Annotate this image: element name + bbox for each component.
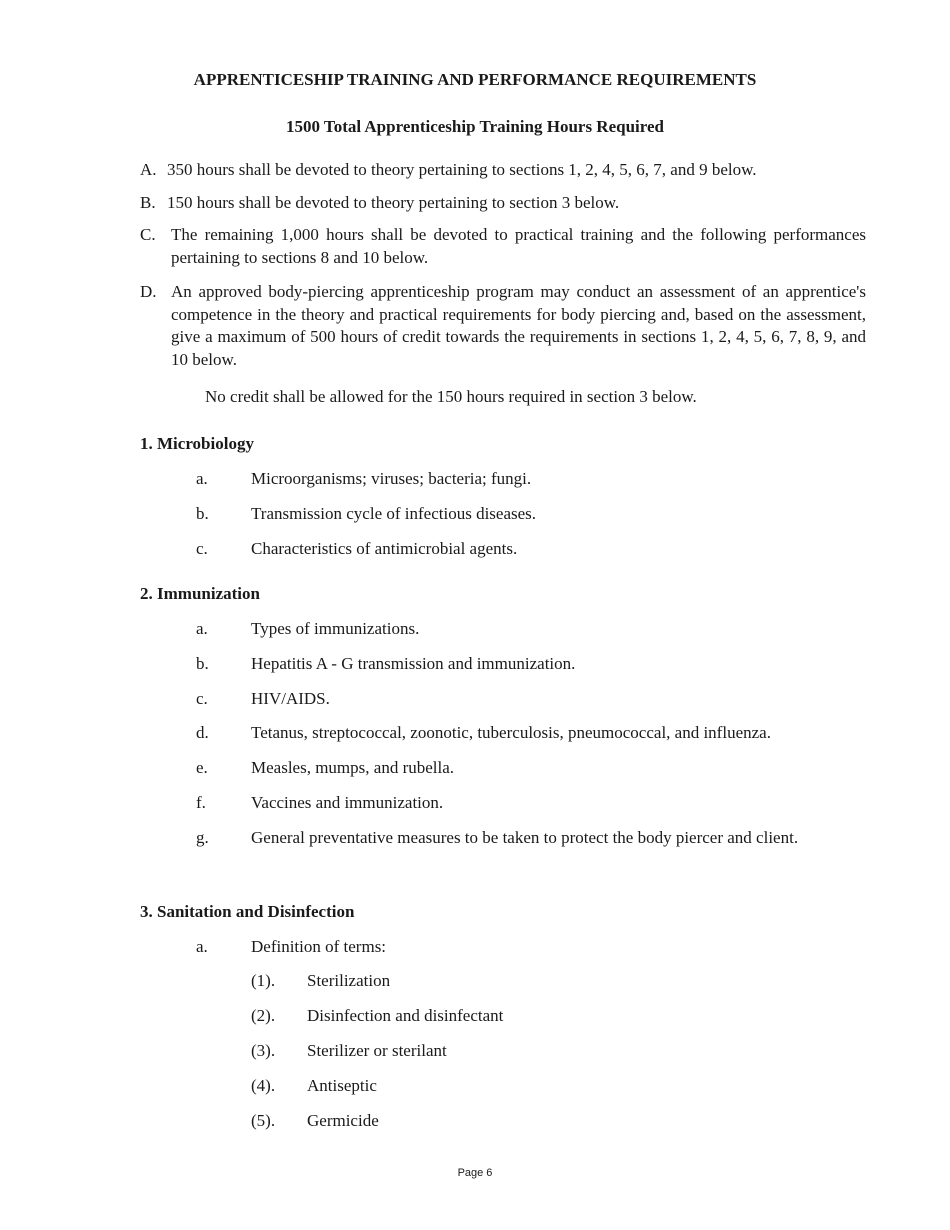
sub-list-item-marker: (4). [251, 1076, 276, 1095]
list-item-marker: e. [196, 758, 208, 777]
list-item-text: Characteristics of antimicrobial agents. [251, 539, 518, 558]
sub-list-item-marker: (3). [251, 1041, 276, 1060]
list-item-marker: c. [196, 539, 208, 558]
page-subtitle: 1500 Total Apprenticeship Training Hours Required [285, 117, 665, 136]
list-item-marker: b. [196, 504, 209, 523]
requirement-c [140, 224, 866, 269]
requirement-letter: D. [140, 282, 157, 301]
requirement-a [140, 159, 866, 182]
sub-list-item-text: Sterilizer or sterilant [307, 1041, 447, 1060]
list-item-text: General preventative measures to be taken to protect the body piercer and client. [251, 828, 799, 847]
requirement-text: 150 hours shall be devoted to theory pertaining to section 3 below. [167, 193, 620, 212]
list-item-text: Definition of terms: [251, 937, 387, 956]
requirement-d [140, 281, 866, 371]
sub-list-item-text: Germicide [307, 1111, 379, 1130]
list-item-marker: f. [196, 793, 206, 812]
list-item-text: HIV/AIDS. [251, 689, 330, 708]
requirement-letter: B. [140, 193, 156, 212]
page-number: Page 6 [457, 1167, 493, 1179]
list-item-marker: d. [196, 723, 209, 742]
list-item-marker: a. [196, 469, 208, 488]
list-item-text: Hepatitis A - G transmission and immunization. [251, 654, 576, 673]
list-item-text: Types of immunizations. [251, 619, 420, 638]
sub-list-item-marker: (5). [251, 1111, 276, 1130]
sub-list-item-text: Disinfection and disinfectant [307, 1006, 504, 1025]
list-item-marker: a. [196, 619, 208, 638]
sub-list-item-marker: (1). [251, 971, 276, 990]
list-item-marker: a. [196, 937, 208, 956]
requirement-text: An approved body-piercing apprenticeship program may conduct an assessment of an apprentice's competence in the theory and practical requirements for body piercing and, based on the assessment, give a maximum of 500 hours of credit towards the requirements in sections 1, 2, 4, 5, 6, 7, 8, 9, and 10 below. [171, 282, 866, 369]
list-item-text: Transmission cycle of infectious diseases. [251, 504, 537, 523]
credit-note: No credit shall be allowed for the 150 hours required in section 3 below. [205, 387, 697, 406]
requirement-text: The remaining 1,000 hours shall be devoted to practical training and the following performances pertaining to sections 8 and 10 below. [171, 225, 866, 267]
sub-list-item-text: Sterilization [307, 971, 391, 990]
requirement-letter: A. [140, 160, 157, 179]
page-title: APPRENTICESHIP TRAINING AND PERFORMANCE REQUIREMENTS [193, 70, 757, 89]
list-item-marker: c. [196, 689, 208, 708]
sub-list-item-text: Antiseptic [307, 1076, 377, 1095]
list-item-marker: b. [196, 654, 209, 673]
section-heading: 3. Sanitation and Disinfection [140, 902, 355, 921]
list-item-marker: g. [196, 828, 209, 847]
requirement-b [140, 192, 866, 215]
list-item-text: Microorganisms; viruses; bacteria; fungi. [251, 469, 532, 488]
list-item-text: Vaccines and immunization. [251, 793, 444, 812]
list-item-text: Measles, mumps, and rubella. [251, 758, 455, 777]
requirement-text: 350 hours shall be devoted to theory pertaining to sections 1, 2, 4, 5, 6, 7, and 9 below. [167, 160, 757, 179]
requirement-letter: C. [140, 225, 156, 244]
sub-list-item-marker: (2). [251, 1006, 276, 1025]
list-item-text: Tetanus, streptococcal, zoonotic, tuberculosis, pneumococcal, and influenza. [251, 723, 771, 742]
section-heading: 1. Microbiology [140, 434, 254, 453]
section-heading: 2. Immunization [140, 584, 260, 603]
